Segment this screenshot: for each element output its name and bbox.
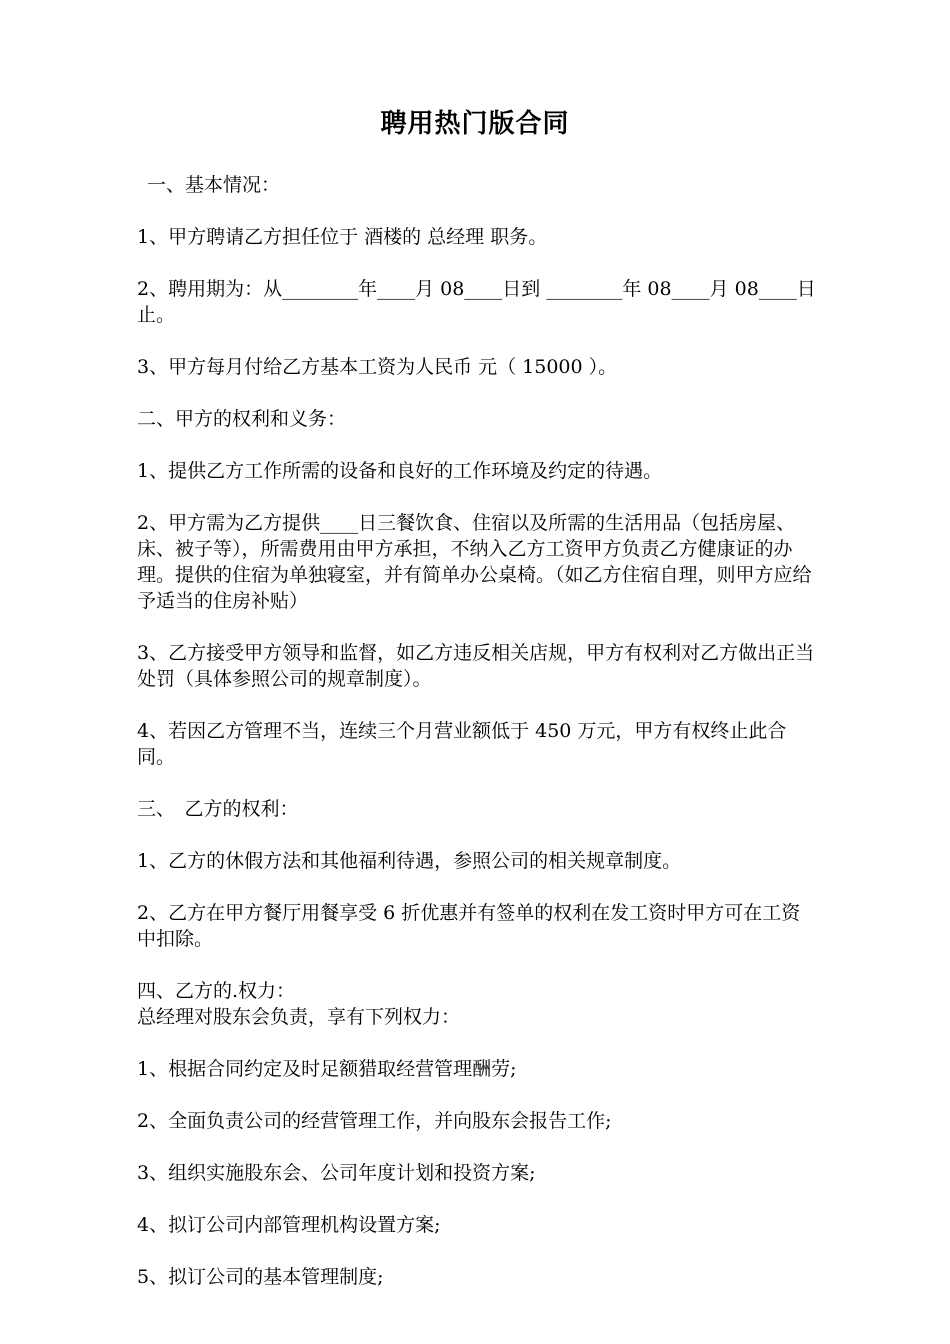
clause-salary: 3、甲方每月付给乙方基本工资为人民币 元（ 15000 ）。 — [137, 356, 618, 378]
clause-term: 2、聘用期为：从________年____月 08____日到 ________年 08____月 08____日止。 — [137, 278, 816, 326]
clause-party-b-1: 1、乙方的休假方法和其他福利待遇，参照公司的相关规章制度。 — [137, 850, 682, 872]
clause-party-a-3: 3、乙方接受甲方领导和监督，如乙方违反相关店规，甲方有权利对乙方做出正当处罚（具体参照公司的规章制度）。 — [137, 642, 815, 690]
clause-position: 1、甲方聘请乙方担任位于 酒楼的 总经理 职务。 — [137, 226, 548, 248]
power-item-4: 4、拟订公司内部管理机构设置方案; — [137, 1214, 441, 1236]
section-heading-party-b-rights: 三、 乙方的权利： — [137, 798, 299, 820]
clause-party-b-2: 2、乙方在甲方餐厅用餐享受 6 折优惠并有签单的权利在发工资时甲方可在工资中扣除。 — [137, 902, 801, 950]
document-title: 聘用热门版合同 — [380, 109, 570, 139]
section-heading-basic-info: 一、基本情况： — [147, 174, 281, 196]
power-item-3: 3、组织实施股东会、公司年度计划和投资方案; — [137, 1162, 536, 1184]
power-item-2: 2、全面负责公司的经营管理工作，并向股东会报告工作; — [137, 1110, 612, 1132]
clause-party-a-1: 1、提供乙方工作所需的设备和良好的工作环境及约定的待遇。 — [137, 460, 663, 482]
clause-party-a-2: 2、甲方需为乙方提供____日三餐饮食、住宿以及所需的生活用品（包括房屋、床、被子等），所需费用由甲方承担，不纳入乙方工资甲方负责乙方健康证的办理。提供的住宿为单独寝室，并有简单办公桌椅。（如乙方住宿自理，则甲方应给予适当的住房补贴） — [137, 512, 812, 612]
powers-intro: 总经理对股东会负责，享有下列权力： — [137, 1006, 461, 1028]
section-heading-party-a: 二、甲方的权利和义务： — [137, 408, 347, 430]
document-body — [137, 172, 817, 1316]
clause-party-a-4: 4、若因乙方管理不当，连续三个月营业额低于 450 万元，甲方有权终止此合同。 — [137, 720, 787, 768]
power-item-1: 1、根据合同约定及时足额猎取经营管理酬劳; — [137, 1058, 517, 1080]
power-item-5: 5、拟订公司的基本管理制度; — [137, 1266, 384, 1288]
section-heading-party-b-powers: 四、乙方的.权力： — [137, 980, 296, 1002]
